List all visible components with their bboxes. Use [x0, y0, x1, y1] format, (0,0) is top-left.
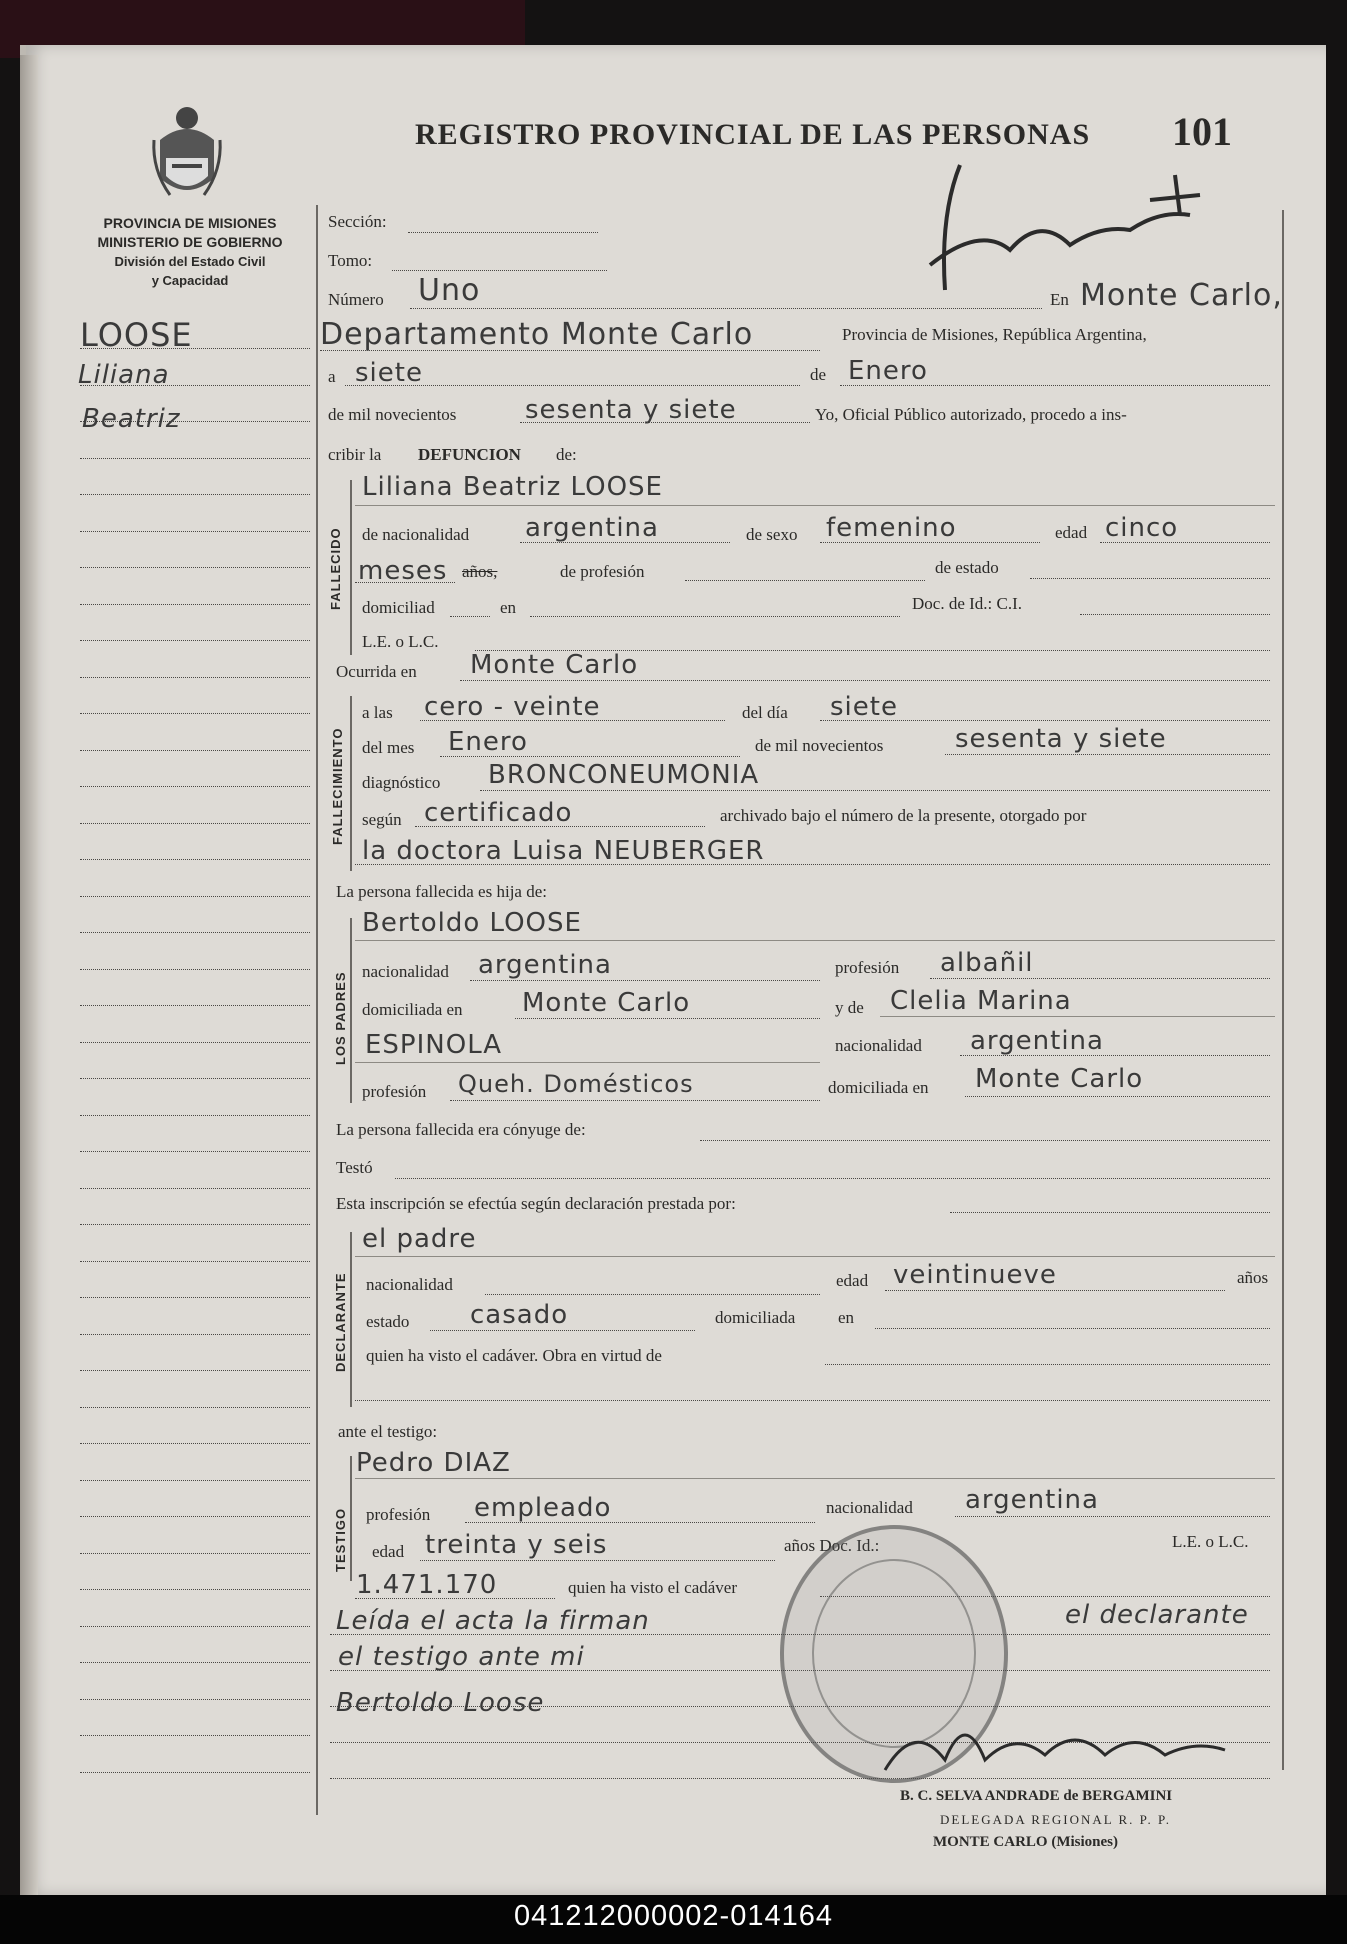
margin-rule-line: [80, 1261, 310, 1262]
fallecido-nacionalidad-value: argentina: [525, 513, 659, 543]
margin-rule-line: [80, 1553, 310, 1554]
margin-surname: LOOSE: [80, 316, 193, 354]
margin-rule-line: [80, 932, 310, 933]
testigo-bracket: [350, 1456, 352, 1581]
hija-de-label: La persona fallecida es hija de:: [336, 882, 547, 901]
declarante-en-line: [875, 1328, 1270, 1329]
margin-rule-line: [80, 1662, 310, 1663]
madre-nacionalidad-value: argentina: [970, 1026, 1104, 1056]
departamento-line: [320, 350, 820, 351]
en-value: Monte Carlo,: [1080, 278, 1283, 313]
testigo-anios-doc-label: años Doc. Id.:: [784, 1536, 880, 1555]
issuer-block: [75, 214, 305, 290]
seccion-label: Sección:: [328, 212, 387, 231]
fallecimiento-anio-value: sesenta y siete: [955, 724, 1167, 754]
fallecido-nacionalidad-line: [520, 542, 730, 543]
issuer-line1: PROVINCIA DE MISIONES: [103, 215, 277, 231]
defuncion-text: DEFUNCION: [418, 445, 521, 464]
fallecido-sexo-line: [820, 542, 1040, 543]
fallecimiento-segun-value: certificado: [424, 798, 573, 828]
padre-domicilio-line: [515, 1018, 820, 1019]
form-right-border: [1282, 210, 1284, 1770]
issuer-line3: División del Estado Civil: [114, 254, 266, 269]
ante-testigo-label: ante el testigo:: [338, 1422, 438, 1441]
issuer-line4: y Capacidad: [151, 273, 229, 288]
en-label: En: [1050, 290, 1069, 309]
fallecido-name-line: [355, 505, 1275, 506]
closing-signature: Bertoldo Loose: [336, 1688, 545, 1718]
madre-domicilio-line: [965, 1096, 1270, 1097]
padre-nombre-line: [355, 940, 1275, 941]
margin-rule-line: [80, 786, 310, 787]
madre-profesion-value: Queh. Domésticos: [458, 1070, 694, 1098]
fallecido-estado-line: [1030, 578, 1270, 579]
fallecimiento-mes-line: [440, 756, 740, 757]
testigo-doc-line: [355, 1598, 555, 1599]
closing-text-1a: Leída el acta la firman: [336, 1606, 650, 1636]
madre-nacionalidad-line: [960, 1055, 1270, 1056]
mil-label: de mil novecientos: [328, 405, 457, 424]
numero-line: [410, 308, 1042, 309]
margin-rule-line: [80, 1589, 310, 1590]
y-de-label: y de: [835, 998, 864, 1017]
margin-given-name-2: Beatriz: [82, 404, 181, 434]
testigo-section-label: TESTIGO: [333, 1507, 348, 1572]
testo-line: [395, 1178, 1270, 1179]
fallecido-nacionalidad-label: de nacionalidad: [362, 525, 470, 544]
page-number: 101: [1172, 109, 1232, 154]
cribir-text: cribir la: [328, 445, 382, 464]
testigo-cadaver-text: quien ha visto el cadáver: [568, 1578, 737, 1597]
de-value: Enero: [848, 356, 928, 386]
departamento-value: Departamento Monte Carlo: [320, 317, 754, 352]
closing-text-2: el testigo ante mi: [338, 1642, 585, 1672]
margin-rule-line: [80, 1443, 310, 1444]
oficial-text: Yo, Oficial Público autorizado, procedo a ins-: [815, 405, 1127, 424]
declarante-estado-line: [430, 1330, 695, 1331]
fallecido-domiciliad-label: domiciliad: [362, 598, 435, 617]
madre-domiciliada-label: domiciliada en: [828, 1078, 929, 1097]
margin-rule-line: [80, 1078, 310, 1079]
declarante-estado-label: estado: [366, 1312, 410, 1331]
fallecimiento-anio-line: [945, 754, 1270, 755]
fallecimiento-diagnostico-value: BRONCONEUMONIA: [488, 760, 760, 790]
provincia-text: Provincia de Misiones, República Argentina,: [842, 325, 1147, 344]
mil-value: sesenta y siete: [525, 395, 737, 425]
testigo-doc-number: 1.471.170: [356, 1570, 498, 1600]
padre-profesion-label: profesión: [835, 958, 900, 977]
fallecido-estado-label: de estado: [935, 558, 999, 577]
tomo-line: [392, 270, 607, 271]
de-line: [840, 385, 1270, 386]
margin-rule-line: [80, 1699, 310, 1700]
margin-rule-line: [80, 677, 310, 678]
a-value: siete: [355, 358, 423, 388]
fallecimiento-mes-label: del mes: [362, 738, 415, 757]
fallecido-name: Liliana Beatriz LOOSE: [362, 472, 663, 502]
madre-nombre-line: [880, 1016, 1275, 1017]
testigo-le-lc-label: L.E. o L.C.: [1172, 1532, 1249, 1551]
fallecimiento-bracket: [350, 696, 352, 871]
seccion-line: [408, 232, 598, 233]
fallecimiento-doctora-line: [355, 864, 1270, 865]
margin-rule-line: [80, 1407, 310, 1408]
fallecido-struck-anos: años,: [462, 562, 498, 581]
declarante-bracket: [350, 1232, 352, 1407]
fallecido-edad-value: cinco: [1105, 513, 1179, 543]
fallecimiento-diagnostico-line: [480, 790, 1270, 791]
ocurrida-label: Ocurrida en: [336, 662, 417, 681]
declarante-nombre: el padre: [362, 1224, 477, 1254]
fallecido-le-lc-label: L.E. o L.C.: [362, 632, 439, 651]
declarante-nombre-line: [355, 1256, 1275, 1257]
declarante-section-label: DECLARANTE: [333, 1272, 348, 1372]
declarante-edad-line: [885, 1290, 1225, 1291]
margin-rule-line: [80, 1005, 310, 1006]
official-signature-bottom: [875, 1700, 1235, 1790]
footer-id: 041212000002-014164: [514, 1900, 833, 1932]
madre-nacionalidad-label: nacionalidad: [835, 1036, 922, 1055]
conyuge-line: [700, 1140, 1270, 1141]
declarante-domiciliada-label: domiciliada: [715, 1308, 796, 1327]
padre-nacionalidad-line: [470, 980, 820, 981]
margin-rule-line: [80, 1516, 310, 1517]
margin-rule-line: [80, 750, 310, 751]
book-spine: [20, 55, 38, 1895]
fallecido-domiciliad-line: [450, 616, 490, 617]
fallecimiento-dia-line: [820, 720, 1270, 721]
de-colon-text: de:: [556, 445, 577, 464]
margin-rule-line: [80, 1188, 310, 1189]
fallecimiento-doctora-value: la doctora Luisa NEUBERGER: [362, 836, 765, 866]
inscripcion-line: [950, 1212, 1270, 1213]
fallecido-en-label: en: [500, 598, 517, 617]
declarante-cadaver-line: [825, 1364, 1270, 1365]
declarante-extra-line: [355, 1400, 1270, 1401]
margin-rule-line: [80, 1115, 310, 1116]
declarante-en-label: en: [838, 1308, 855, 1327]
testigo-nacionalidad-value: argentina: [965, 1485, 1099, 1515]
margin-rule-line: [80, 1480, 310, 1481]
fallecimiento-segun-label: según: [362, 810, 402, 829]
padre-profesion-line: [930, 978, 1270, 979]
fallecimiento-hora-line: [420, 720, 725, 721]
fallecido-edad-label: edad: [1055, 523, 1088, 542]
numero-label: Número: [328, 290, 384, 309]
declarante-anios-label: años: [1237, 1268, 1269, 1287]
fallecido-bracket: [350, 480, 352, 655]
margin-rule-line: [80, 1151, 310, 1152]
margin-divider: [316, 205, 318, 1815]
margin-rule-line: [80, 1224, 310, 1225]
fallecimiento-dia-label: del día: [742, 703, 788, 722]
declarante-edad-label: edad: [836, 1271, 869, 1290]
madre-apellido: ESPINOLA: [365, 1030, 503, 1060]
testigo-profesion-value: empleado: [474, 1493, 612, 1523]
issuer-line2: MINISTERIO DE GOBIERNO: [97, 234, 283, 250]
madre-apellido-line: [355, 1062, 820, 1063]
fallecido-edad-line: [1100, 542, 1270, 543]
official-name: B. C. SELVA ANDRADE de BERGAMINI: [900, 1788, 1173, 1804]
testigo-nacionalidad-label: nacionalidad: [826, 1498, 913, 1517]
fallecimiento-hora-label: a las: [362, 703, 393, 722]
margin-rule-line: [80, 1297, 310, 1298]
document-title: REGISTRO PROVINCIAL DE LAS PERSONAS: [415, 118, 1091, 151]
margin-rule-line: [80, 969, 310, 970]
padre-profesion-value: albañil: [940, 948, 1034, 978]
official-title: DELEGADA REGIONAL R. P. P.: [940, 1812, 1171, 1827]
margin-rule-line: [80, 494, 310, 495]
conyuge-label: La persona fallecida era cónyuge de:: [336, 1120, 586, 1139]
ocurrida-line: [460, 680, 1270, 681]
madre-profesion-line: [450, 1100, 820, 1101]
testigo-profesion-label: profesión: [366, 1505, 431, 1524]
inscripcion-text: Esta inscripción se efectúa según declaración prestada por:: [336, 1194, 736, 1213]
testigo-nombre-line: [355, 1478, 1275, 1479]
margin-given-name-1: Liliana: [78, 360, 170, 390]
margin-rule-line: [80, 1042, 310, 1043]
fallecimiento-segun-line: [415, 826, 705, 827]
margin-rule-line: [80, 640, 310, 641]
fallecimiento-diagnostico-label: diagnóstico: [362, 773, 441, 792]
mil-line: [520, 422, 810, 423]
margin-rule-line: [80, 458, 310, 459]
fallecimiento-hora-value: cero - veinte: [424, 692, 601, 722]
fallecimiento-mes-value: Enero: [448, 727, 528, 757]
fallecimiento-anio-label: de mil novecientos: [755, 736, 884, 755]
margin-rule-line: [80, 567, 310, 568]
padre-domicilio-value: Monte Carlo: [522, 988, 691, 1018]
footer-bar: [0, 1895, 1347, 1944]
a-label: a: [328, 367, 336, 386]
margin-rule-line: [80, 1370, 310, 1371]
margin-rule-line: [80, 1626, 310, 1627]
margin-rule-line: [80, 1735, 310, 1736]
declarante-cadaver-text: quien ha visto el cadáver. Obra en virtud de: [366, 1346, 662, 1365]
de-label: de: [810, 365, 827, 384]
coat-of-arms-icon: [150, 100, 225, 205]
declarante-nacionalidad-label: nacionalidad: [366, 1275, 453, 1294]
testigo-nacionalidad-line: [955, 1516, 1270, 1517]
padre-domiciliada-label: domiciliada en: [362, 1000, 463, 1019]
fallecido-profesion-label: de profesión: [560, 562, 645, 581]
padre-nacionalidad-label: nacionalidad: [362, 962, 449, 981]
margin-rule-line: [80, 896, 310, 897]
fallecido-en-line: [530, 616, 900, 617]
official-place: MONTE CARLO (Misiones): [933, 1834, 1118, 1850]
margin-rule-line: [80, 1772, 310, 1773]
fallecimiento-section-label: FALLECIMIENTO: [330, 727, 345, 845]
declarante-edad-value: veintinueve: [893, 1260, 1057, 1290]
tomo-label: Tomo:: [328, 251, 373, 270]
declarante-nacionalidad-line: [485, 1294, 820, 1295]
numero-value: Uno: [418, 273, 481, 308]
margin-rule-line: [80, 1334, 310, 1335]
margin-rule-line: [80, 859, 310, 860]
fallecimiento-archivado-text: archivado bajo el número de la presente, otorgado por: [720, 806, 1087, 825]
fallecido-sexo-value: femenino: [826, 513, 957, 543]
declarante-estado-value: casado: [470, 1300, 569, 1330]
padres-section-label: LOS PADRES: [333, 971, 348, 1065]
margin-rule-line: [80, 604, 310, 605]
fallecido-edad-unit-line: [355, 582, 455, 583]
fallecido-sexo-label: de sexo: [746, 525, 798, 544]
fallecido-profesion-line: [685, 580, 925, 581]
testigo-edad-value: treinta y seis: [425, 1530, 608, 1560]
padre-nombre: Bertoldo LOOSE: [362, 908, 582, 938]
fallecido-doc-line: [1080, 614, 1270, 615]
padre-nacionalidad-value: argentina: [478, 950, 612, 980]
testigo-profesion-line: [465, 1522, 815, 1523]
a-line: [345, 385, 800, 386]
fallecido-section-label: FALLECIDO: [328, 527, 343, 610]
margin-rule-line: [80, 713, 310, 714]
testigo-edad-line: [420, 1560, 775, 1561]
madre-profesion-label: profesión: [362, 1082, 427, 1101]
ocurrida-value: Monte Carlo: [470, 650, 639, 680]
padres-bracket: [350, 918, 352, 1103]
madre-domicilio-value: Monte Carlo: [975, 1064, 1144, 1094]
testigo-nombre: Pedro DIAZ: [356, 1448, 511, 1478]
margin-rule-line: [80, 823, 310, 824]
fallecimiento-dia-value: siete: [830, 692, 898, 722]
fallecido-edad-unit: meses: [358, 556, 448, 586]
closing-text-1b: el declarante: [1065, 1600, 1249, 1630]
madre-nombre: Clelia Marina: [890, 986, 1072, 1016]
testo-label: Testó: [336, 1158, 373, 1177]
margin-rule-line: [80, 531, 310, 532]
testigo-edad-label: edad: [372, 1542, 405, 1561]
fallecido-doc-label: Doc. de Id.: C.I.: [912, 594, 1023, 613]
